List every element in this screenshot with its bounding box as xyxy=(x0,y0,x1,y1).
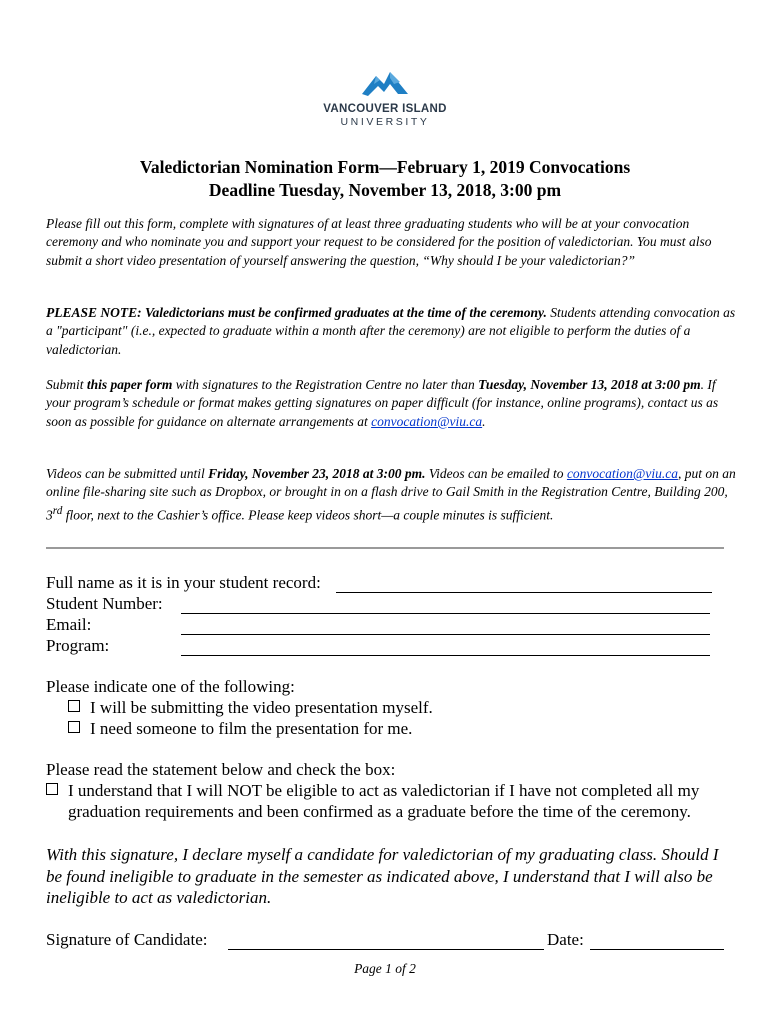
date-label: Date: xyxy=(547,930,584,949)
intro-paragraph: Please fill out this form, complete with signatures of at least three graduating students who will be at your convocation ceremony and who nominate you and support your request to be considered for the position of valedictorian. You must also submit a short video presentation of yourself answering the question, “Why should I be your valedictorian?” xyxy=(46,216,712,268)
submit-bold-1: this paper form xyxy=(86,377,173,392)
submit-text-1: Submit xyxy=(46,377,87,392)
self-video-checkbox[interactable] xyxy=(68,700,80,712)
declaration-text: With this signature, I declare myself a candidate for valedictorian of my graduating class. Should I be found ineligible to graduate in the semester as indicated above, I understand that I will also be ineligible to act as valedictorian. xyxy=(46,845,719,907)
email-field[interactable] xyxy=(181,618,710,635)
full-name-label: Full name as it is in your student record: xyxy=(46,573,321,592)
student-number-label: Student Number: xyxy=(46,594,163,613)
logo-text-line1: VANCOUVER ISLAND xyxy=(323,103,447,115)
student-number-field[interactable] xyxy=(181,597,710,614)
page-number: Page 1 of 2 xyxy=(354,961,416,976)
signature-label: Signature of Candidate: xyxy=(46,930,208,949)
logo-text-line2: UNIVERSITY xyxy=(340,116,430,128)
videos-email-link[interactable]: convocation@viu.ca xyxy=(566,466,678,481)
option-need-filming[interactable] xyxy=(68,719,412,739)
videos-text-4: floor, next to the Cashier’s office. Please keep videos short—a couple minutes is sufficient. xyxy=(62,507,554,523)
statement-checkbox[interactable] xyxy=(46,783,58,795)
submit-text-2: with signatures to the Registration Centre no later than xyxy=(172,377,479,392)
videos-text-1: Videos can be submitted until xyxy=(46,466,209,481)
statement-line1: I understand that I will NOT be eligible to act as valedictorian if I have not completed all my xyxy=(68,781,700,800)
note-paragraph xyxy=(46,304,736,359)
mountain-logo-icon xyxy=(360,70,410,100)
program-field[interactable] xyxy=(181,639,710,656)
option-need-filming-label: I need someone to film the presentation for me. xyxy=(90,719,413,738)
submit-email-link[interactable]: convocation@viu.ca xyxy=(371,413,483,429)
form-title: Valedictorian Nomination Form—February 1, 2019 Convocations xyxy=(139,157,631,177)
note-bold: PLEASE NOTE: Valedictorians must be confirmed graduates at the time of the ceremony. xyxy=(46,305,547,320)
submit-deadline: Tuesday, November 13, 2018 at 3:00 pm xyxy=(478,377,701,392)
statement-acknowledge[interactable] xyxy=(46,781,699,801)
option-self-video[interactable] xyxy=(68,698,433,718)
option-self-video-label: I will be submitting the video presentation myself. xyxy=(90,698,433,717)
videos-paragraph xyxy=(46,465,736,524)
submit-text-3: . If your program’s schedule or format makes getting signatures on paper difficult (for instance, online programs), contact us as soon as possible for guidance on alternate arrangements at xyxy=(46,377,719,429)
videos-text-3: , put on an online file-sharing site such as Dropbox, or brought in on a flash drive to Gail Smith in the Registration Centre, Building 200, 3 xyxy=(46,466,736,523)
note-rest: Students attending convocation as a "participant" (i.e., expected to graduate within a month after the ceremony) are not eligible to perform the duties of a valedictorian. xyxy=(46,305,736,357)
section-divider xyxy=(46,547,724,549)
need-filming-checkbox[interactable] xyxy=(68,721,80,733)
statement-heading: Please read the statement below and check the box: xyxy=(46,760,396,779)
submit-text-4: . xyxy=(482,413,486,429)
videos-deadline: Friday, November 23, 2018 at 3:00 pm. xyxy=(208,466,426,481)
submit-paragraph xyxy=(46,376,736,431)
videos-text-2: Videos can be emailed to xyxy=(425,466,567,481)
signature-field[interactable] xyxy=(228,933,544,950)
statement-line2: graduation requirements and been confirmed as a graduate before the time of the ceremony. xyxy=(68,802,691,821)
form-deadline: Deadline Tuesday, November 13, 2018, 3:00 pm xyxy=(208,180,562,200)
full-name-field[interactable] xyxy=(336,576,712,593)
email-label: Email: xyxy=(46,615,92,634)
indicate-heading: Please indicate one of the following: xyxy=(46,677,295,696)
university-logo xyxy=(322,70,448,128)
date-field[interactable] xyxy=(590,933,724,950)
videos-sup: rd xyxy=(52,504,63,517)
program-label: Program: xyxy=(46,636,110,655)
